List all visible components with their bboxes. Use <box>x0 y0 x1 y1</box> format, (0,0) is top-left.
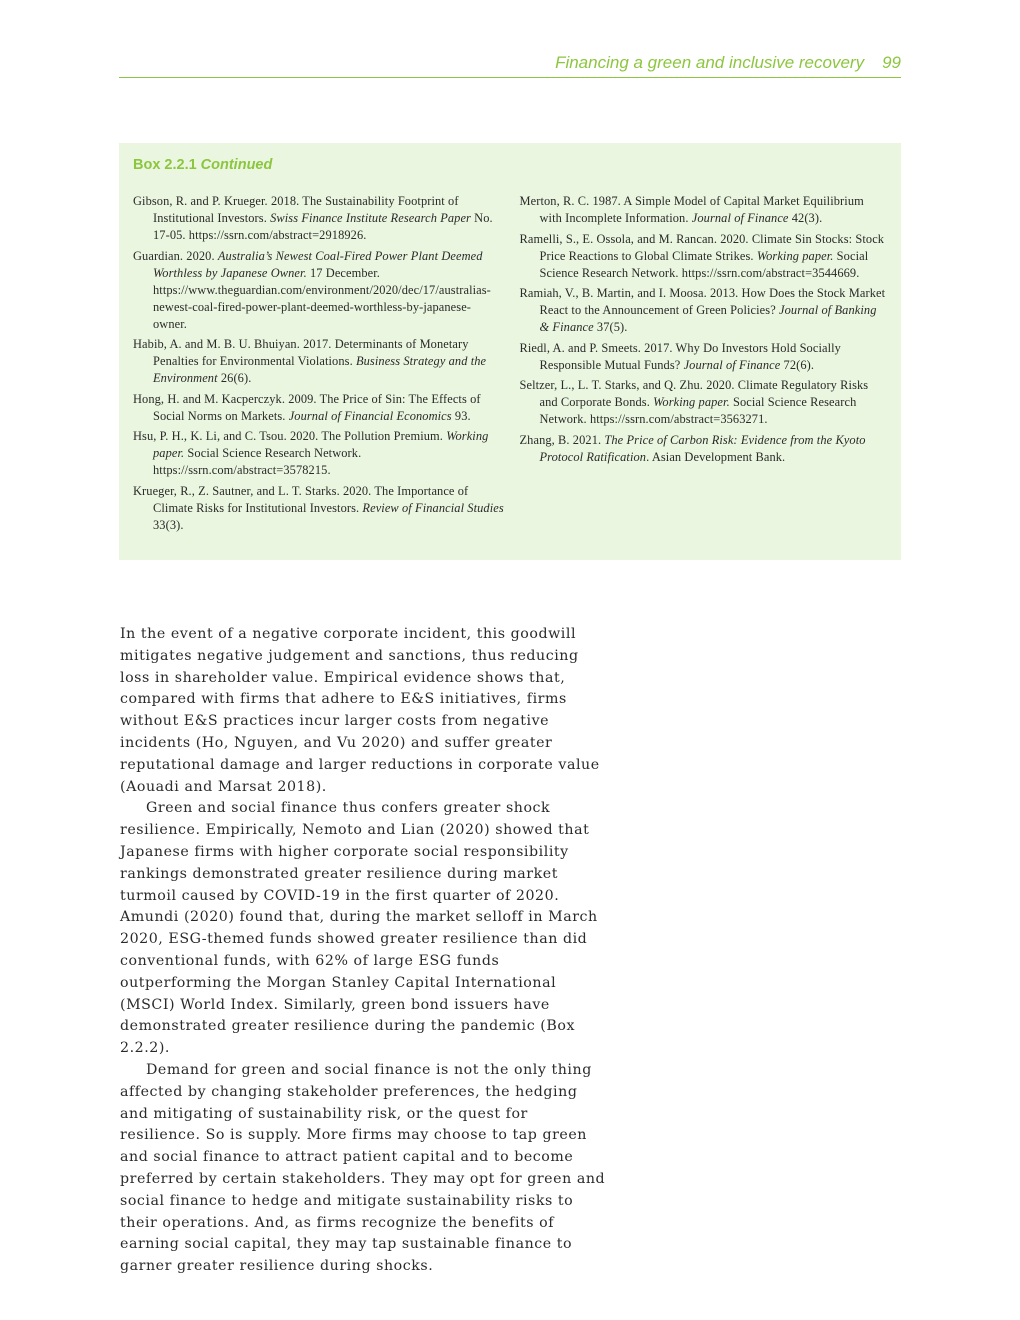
box-title <box>133 155 887 177</box>
reference-item: Gibson, R. and P. Krueger. 2018. The Sustainability Footprint of Institutional Investors. Swiss Finance Institute Research Paper No. 17-05. https://ssrn.com/abstract=2918926. <box>133 194 493 242</box>
running-header-title: Financing a green and inclusive recovery <box>555 53 865 72</box>
box-continued-label: Continued <box>200 157 273 173</box>
body-paragraph: Demand for green and social finance is not the only thing affected by changing stakeholder preferences, the hedging and mitigating of sustainability risk, or the quest for resilience. So is supply. More firms may choose to tap green and social finance to attract patient capital and to become preferred by certain stakeholders. They may opt for green and social finance to hedge and mitigate sustainability risks to their operations. And, as firms recognize the benefits of earning social capital, they may tap sustainable finance to garner greater resilience during shocks. <box>120 1061 606 1275</box>
reference-item: Ramiah, V., B. Martin, and I. Moosa. 2013. How Does the Stock Market React to the Announcement of Green Policies? Journal of Banking & Finance 37(5). <box>519 286 886 334</box>
reference-item: Krueger, R., Z. Sautner, and L. T. Starks. 2020. The Importance of Climate Risks for Institutional Investors. Review of Financial Studies 33(3). <box>133 483 504 532</box>
reference-column-right <box>520 193 888 537</box>
box-label: Box 2.2.1 <box>133 157 197 173</box>
reference-item: Merton, R. C. 1987. A Simple Model of Capital Market Equilibrium with Incomplete Information. Journal of Finance 42(3). <box>519 194 864 225</box>
running-header <box>119 50 901 78</box>
reference-item: Riedl, A. and P. Smeets. 2017. Why Do Investors Hold Socially Responsible Mutual Funds? Journal of Finance 72(6). <box>519 340 841 372</box>
reference-box <box>119 143 901 560</box>
reference-item: Hong, H. and M. Kacperczyk. 2009. The Price of Sin: The Effects of Social Norms on Markets. Journal of Financial Economics 93. <box>133 391 481 423</box>
reference-item: Seltzer, L., L. T. Starks, and Q. Zhu. 2020. Climate Regulatory Risks and Corporate Bonds. Working paper. Social Science Research Network. https://ssrn.com/abstract=3563271. <box>519 378 869 426</box>
reference-item: Ramelli, S., E. Ossola, and M. Rancan. 2020. Climate Sin Stocks: Stock Price Reactions to Global Climate Strikes. Working paper. Social Science Research Network. https://ssrn.com/abstract=3544669. <box>519 231 885 280</box>
reference-item: Hsu, P. H., K. Li, and C. Tsou. 2020. The Pollution Premium. Working paper. Social Science Research Network. https://ssrn.com/abstract=3578215. <box>133 429 489 477</box>
reference-columns <box>133 193 887 537</box>
reference-item: Zhang, B. 2021. The Price of Carbon Risk: Evidence from the Kyoto Protocol Ratification. Asian Development Bank. <box>519 432 866 464</box>
reference-item: Habib, A. and M. B. U. Bhuiyan. 2017. Determinants of Monetary Penalties for Environmental Violations. Business Strategy and the Environment 26(6). <box>133 337 487 385</box>
reference-column-left <box>133 193 505 537</box>
body-paragraph: In the event of a negative corporate incident, this goodwill mitigates negative judgement and sanctions, thus reducing loss in shareholder value. Empirical evidence shows that, compared with firms that adhere to E&S initiatives, firms without E&S practices incur larger costs from negative incidents (Ho, Nguyen, and Vu 2020) and suffer greater reputational damage and larger reductions in corporate value (Aouadi and Marsat 2018). <box>120 626 600 795</box>
page-number: 99 <box>882 53 901 72</box>
reference-item: Guardian. 2020. Australia’s Newest Coal-Fired Power Plant Deemed Worthless by Japanese Owner. 17 December. https://www.theguardian.com/environment/2020/dec/17/australias-newest-coal-fired-power-plant-deemed-worthless-by-japanese-owner. <box>133 248 491 331</box>
body-text <box>120 624 610 1278</box>
body-paragraph: Green and social finance thus confers greater shock resilience. Empirically, Nemoto and Lian (2020) showed that Japanese firms with higher corporate social responsibility rankings demonstrated greater resilience during market turmoil caused by COVID-19 in the first quarter of 2020. Amundi (2020) found that, during the market selloff in March 2020, ESG-themed funds showed greater resilience than did conventional funds, with 62% of large ESG funds outperforming the Morgan Stanley Capital International (MSCI) World Index. Similarly, green bond issuers have demonstrated greater resilience during the pandemic (Box 2.2.2). <box>120 800 598 1057</box>
